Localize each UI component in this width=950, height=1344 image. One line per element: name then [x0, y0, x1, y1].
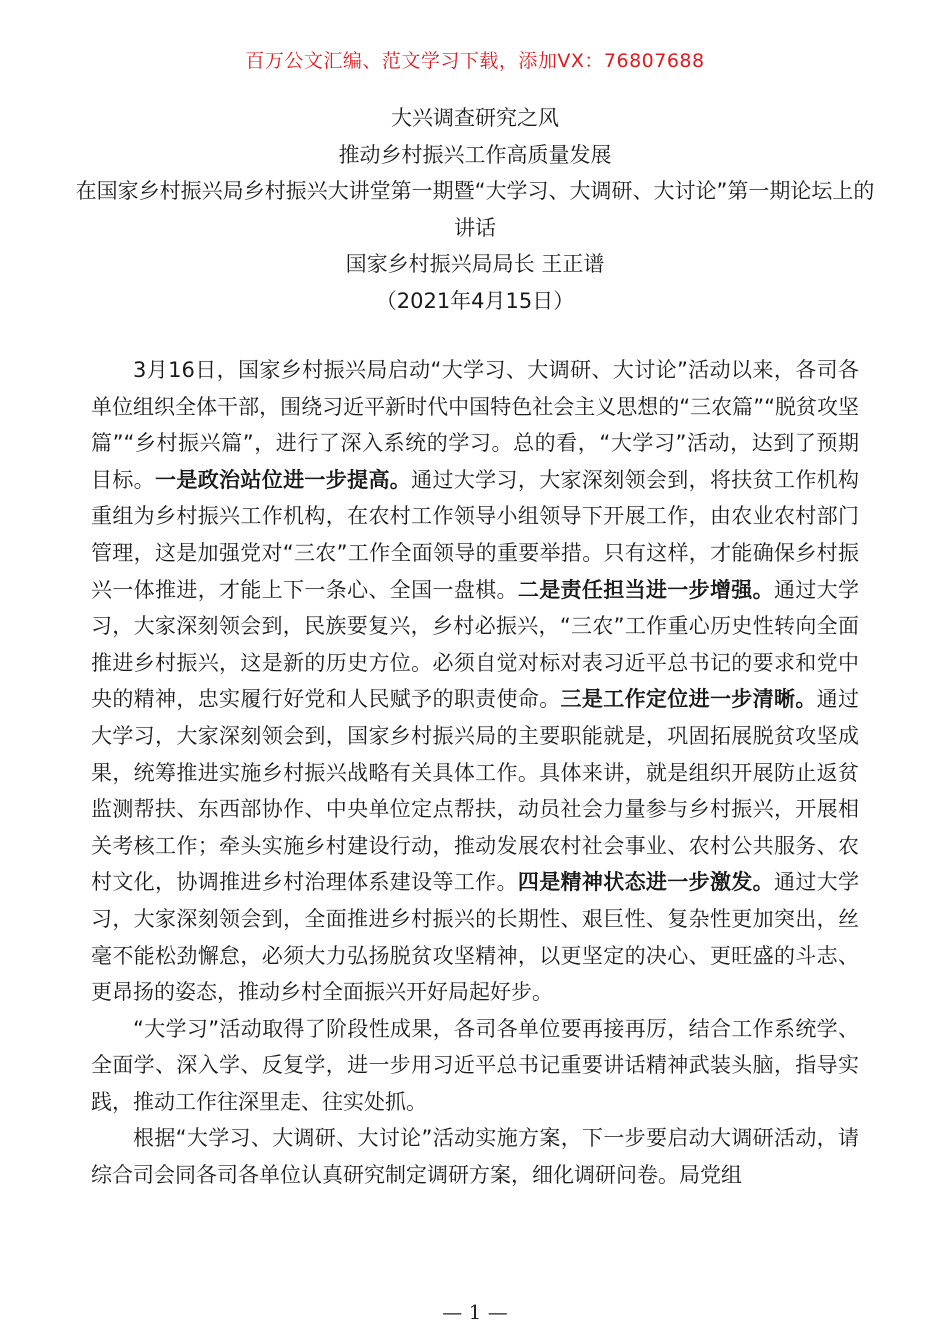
title-line-3: 在国家乡村振兴局乡村振兴大讲堂第一期暨“大学习、大调研、大讨论”第一期论坛上的讲话	[75, 179, 875, 240]
paragraph-1-text-4: 通过大学习，大家深刻领会到，国家乡村振兴局的主要职能就是，巩固拓展脱贫攻坚成果，统筹推进实施乡村振兴战略有关具体工作。具体来讲，就是组织开展防止返贫监测帮扶、东西部协作、中央单位定点帮扶，动员社会力量参与乡村振兴，开展相关考核工作；牵头实施乡村建设行动，推动发展农村社会事业、农村公共服务、农村文化，协调推进乡村治理体系建设等工作。	[91, 687, 860, 895]
paragraph-1-text-3: 通过大学习，大家深刻领会到，民族要复兴，乡村必振兴，“三农”工作重心历史性转向全面推进乡村振兴，这是新的历史方位。必须自觉对标对表习近平总书记的要求和党中央的精神，忠实履行好党和人民赋予的职责使命。	[91, 577, 860, 712]
title-line-1: 大兴调查研究之风	[391, 106, 559, 130]
author-line: 国家乡村振兴局局长 王正谱	[345, 252, 605, 276]
body-text	[91, 352, 859, 1194]
paragraph-1	[91, 352, 859, 1011]
date-line: （2021年4月15日）	[375, 288, 575, 313]
paragraph-3: 根据“大学习、大调研、大讨论”活动实施方案，下一步要启动大调研活动，请综合司会同各司各单位认真研究制定调研方案，细化调研问卷。局党组	[91, 1126, 859, 1188]
title-line-2: 推动乡村振兴工作高质量发展	[338, 142, 612, 167]
paragraph-1-text-1: 3月16日，国家乡村振兴局启动“大学习、大调研、大讨论”活动以来，各司各单位组织全体干部，围绕习近平新时代中国特色社会主义思想的“三农篇”“脱贫攻坚篇”“乡村振兴篇”，进行了深入系统的学习。总的看，“大学习”活动，达到了预期目标。	[91, 358, 859, 492]
paragraph-1-text-2: 通过大学习，大家深刻领会到，将扶贫工作机构重组为乡村振兴工作机构，在农村工作领导小组领导下开展工作，由农业农村部门管理，这是加强党对“三农”工作全面领导的重要举措。只有这样，才能确保乡村振兴一体推进，才能上下一条心、全国一盘棋。	[91, 467, 860, 602]
paragraph-2: “大学习”活动取得了阶段性成果，各司各单位要再接再厉，结合工作系统学、全面学、深入学、反复学，进一步用习近平总书记重要讲话精神武装头脑，指导实践，推动工作往深里走、往实处抓。	[91, 1016, 859, 1114]
title-block	[70, 100, 880, 319]
watermark-text: 百万公文汇编、范文学习下载，添加VX：76807688	[245, 50, 705, 72]
paragraph-1-text-5: 通过大学习，大家深刻领会到，全面推进乡村振兴的长期性、艰巨性、复杂性更加突出，丝毫不能松劲懈怠，必须大力弘扬脱贫攻坚精神，以更坚定的决心、更旺盛的斗志、更昂扬的姿态，推动乡村全面振兴开好局起好步。	[91, 870, 860, 1005]
page-number: — 1 —	[442, 1300, 508, 1324]
bold-point-2: 二是责任担当进一步增强。	[517, 577, 774, 602]
bold-point-4: 四是精神状态进一步激发。	[517, 870, 774, 895]
bold-point-1: 一是政治站位进一步提高。	[155, 467, 412, 492]
bold-point-3: 三是工作定位进一步清晰。	[560, 687, 817, 712]
